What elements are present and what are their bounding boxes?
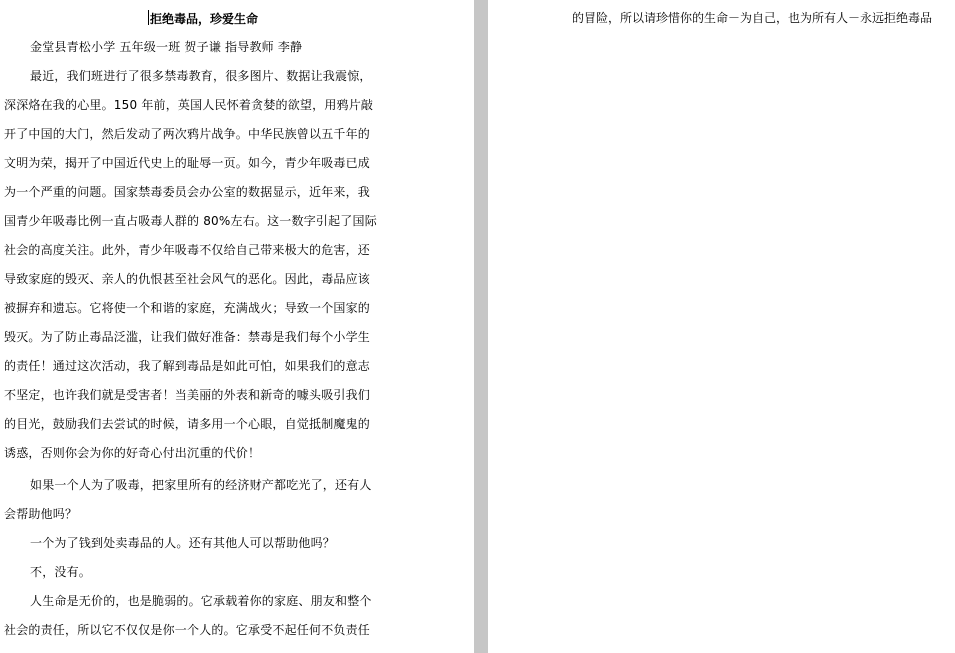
paragraph-line: 毁灭。为了防止毒品泛滥，让我们做好准备：禁毒是我们每个小学生	[4, 330, 371, 344]
paragraph-line: 人生命是无价的，也是脆弱的。它承载着你的家庭、朋友和整个	[30, 594, 372, 608]
document-title	[148, 8, 258, 30]
document-page-2[interactable]	[488, 0, 955, 653]
paragraph-line: 被摒弃和遗忘。它将使一个和谐的家庭，充满战火；导致一个国家的	[4, 301, 371, 315]
paragraph-line: 导致家庭的毁灭、亲人的仇恨甚至社会风气的恶化。因此，毒品应该	[4, 272, 371, 286]
author-line: 金堂县青松小学 五年级一班 贺子谦 指导教师 李静	[30, 40, 303, 54]
paragraph-line: 诱惑，否则你会为你的好奇心付出沉重的代价！	[4, 446, 261, 460]
text-cursor	[148, 10, 149, 25]
paragraph-line: 的责任！通过这次活动，我了解到毒品是如此可怕，如果我们的意志	[4, 359, 371, 373]
paragraph-line: 社会的高度关注。此外，青少年吸毒不仅给自己带来极大的危害，还	[4, 243, 371, 257]
paragraph-line: 国青少年吸毒比例一直占吸毒人群的 80%左右。这一数字引起了国际	[4, 214, 377, 228]
paragraph-line: 一个为了钱到处卖毒品的人。还有其他人可以帮助他吗？	[30, 536, 336, 550]
paragraph-line: 深深烙在我的心里。150 年前，英国人民怀着贪婪的欲望，用鸦片敲	[4, 98, 374, 112]
paragraph-line: 的冒险，所以请珍惜你的生命－为自己，也为所有人－永远拒绝毒品	[572, 11, 933, 25]
paragraph-line: 的目光，鼓励我们去尝试的时候，请多用一个心眼，自觉抵制魔鬼的	[4, 417, 371, 431]
page-gap	[474, 0, 488, 653]
paragraph-line: 不坚定，也许我们就是受害者！当美丽的外表和新奇的噱头吸引我们	[4, 388, 371, 402]
paragraph-line: 如果一个人为了吸毒，把家里所有的经济财产都吃光了，还有人	[30, 478, 372, 492]
document-page-1[interactable]	[0, 0, 474, 653]
paragraph-line: 不，没有。	[30, 565, 92, 579]
paragraph-line: 会帮助他吗？	[4, 507, 78, 521]
paragraph-line: 最近，我们班进行了很多禁毒教育，很多图片、数据让我震惊，	[30, 69, 372, 83]
document-title-text: 拒绝毒品，珍爱生命	[150, 12, 259, 26]
paragraph-line: 开了中国的大门，然后发动了两次鸦片战争。中华民族曾以五千年的	[4, 127, 371, 141]
paragraph-line: 文明为荣，揭开了中国近代史上的耻辱一页。如今，青少年吸毒已成	[4, 156, 371, 170]
paragraph-line: 社会的责任，所以它不仅仅是你一个人的。它承受不起任何不负责任	[4, 623, 371, 637]
paragraph-line: 为一个严重的问题。国家禁毒委员会办公室的数据显示，近年来，我	[4, 185, 371, 199]
